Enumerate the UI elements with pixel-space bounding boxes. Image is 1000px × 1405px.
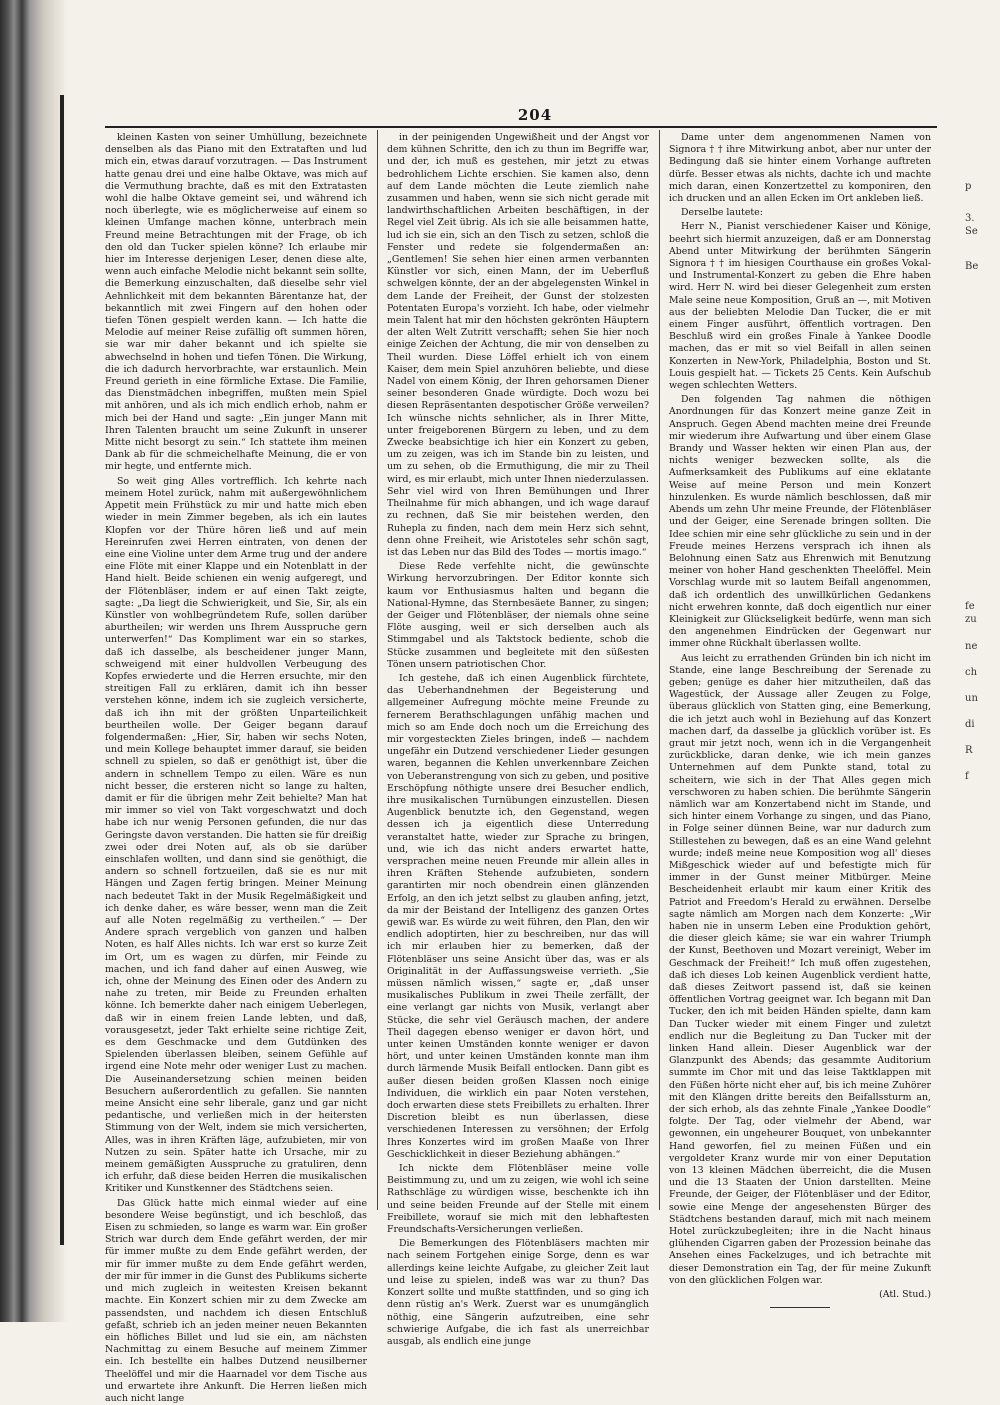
adjacent-page-edge <box>965 170 1000 1170</box>
fragment: R <box>965 745 973 756</box>
fragment: un <box>965 693 978 704</box>
column-divider <box>659 130 660 1210</box>
paragraph: Das Glück hatte mich einmal wieder auf eine besondere Weise begünstigt, und ich beschloß, das Eisen zu schmieden, so lange es warm war. Ein großer Strich war durch dem Ende gefährt werden, der mir für immer mußte zu dem Ende gefährt werden, der mir für immer mußte zu dem Ende gefährt werden, der mir für immer in die Gunst des Publikums sicherte und mich zugleich in weitesten Kreisen bekannt machte. Ein Konzert schien mir zu dem Zwecke am passendsten, und nachdem ich diesen Entschluß gefaßt, schrieb ich an jeden meiner neuen Bekannten ein höfliches Billet und lud sie ein, am nächsten Nachmittag zu einem Besuche auf meinem Zimmer ein. Ich bestellte ein halbes Dutzend neusilberner Theelöffel und mir die Haarnadel vor dem Tische aus und erwartete ihre Ankunft. Die Herren ließen mich auch nicht lange <box>105 1197 367 1404</box>
paragraph: Aus leicht zu errathenden Gründen bin ich nicht im Stande, eine lange Beschreibung der Serenade zu geben; genüge es daher hier mitzutheilen, daß das Wagestück, der Aussage aller Zeugen zu Folge, überaus glücklich von Statten ging, eine Bemerkung, die ich jetzt auch wohl in Beziehung auf das Konzert machen darf, da dasselbe ja glücklich vorüber ist. Es graut mir jetzt noch, wenn ich in die Vergangenheit zurückblicke, daran denke, wie ich mein ganzes Unternehmen auf dem Punkte stand, total zu scheitern, wie sich in der That Alles gegen mich verschworen zu haben schien. Die berühmte Sängerin nämlich war am Konzertabend nicht im Stande, und sich hinter einem Vorhange zu singen, und das Piano, in Folge seiner dünnen Beine, war nur dadurch zum Stillestehen zu bewegen, daß es an eine Wand gelehnt wurde; indeß meine neue Komposition wog all' dieses Mißgeschick wieder auf und befestigte mich für immer in der Gunst meiner Mitbürger. Meine Bescheidenheit erlaubt mir kaum einer Kritik des Patriot and Freedom's Herald zu erwähnen. Derselbe sagte nämlich am Morgen nach dem Konzerte: „Wir haben nie in unserm Leben eine Produktion gehört, die dieser gleich käme; sie war ein wahrer Triumph der Kunst, Beethoven und Mozart vereinigt, Weber im Geschmack der Freiheit!“ Ich muß offen zugestehen, daß ich dieses Lob keinen Augenblick verdient hatte, daß dieses Zeitwort passend ist, daß sie keinen öffentlichen Vortrag geeignet war. Ich begann mit Dan Tucker, den ich mit beiden Händen spielte, dann kam Dan Tucker wieder mit einem Finger und zuletzt endlich nur die Begleitung zu Dan Tucker mit der linken Hand allein. Dieser Augenblick war der Glanzpunkt des Abends; das gesammte Auditorium summte im Chor mit und das leise Taktklappen mit den Füßen hörte nicht eher auf, bis ich meine Zuhörer mit den Klängen dritte bereits den Beifallssturm an, der sich erhob, als das zehnte Finale „Yankee Doodle“ folgte. Der Tag, oder vielmehr der Abend, war gewonnen, ein ungeheurer Bouquet, von unbekannter Hand geworfen, fiel zu meinen Füßen und ein vergoldeter Kranz wurde mir von einer Deputation von 13 kleinen Mädchen überreicht, die die Musen und die 13 Staaten der Union darstellten. Meine Freunde, der Geiger, der Flötenbläser und der Editor, sowie eine Menge der angesehensten Bürger des Städtchens bestanden darauf, mich mit nach meinem Hotel zurückzubegleiten; ihre in die Nacht hinaus glühenden Cigarren gaben der Prozession beinahe das Ansehen eines Fackelzuges, und ich betrachte mit dieser Demonstration ein Tag, der für meine Zukunft von den glücklichen Folgen war. <box>669 652 931 1286</box>
source-credit: (Atl. Stud.) <box>879 1289 931 1301</box>
end-rule <box>770 1307 830 1308</box>
paragraph: Dame unter dem angenommenen Namen von Signora † † ihre Mitwirkung anbot, aber nur unter der Bedingung daß sie hinter einem Vorhange auftreten dürfe. Besser etwas als nichts, dachte ich und machte mich daran, einen Konzertzettel zu komponiren, den ich drucken und an allen Ecken im Ort ankleben ließ. <box>669 132 931 205</box>
paragraph: Die Bemerkungen des Flötenbläsers machten mir nach seinem Fortgehen einige Sorge, denn es war allerdings keine leichte Aufgabe, zu gleicher Zeit laut und leise zu spielen, indeß was war zu thun? Das Konzert sollte und mußte stattfinden, und so ging ich denn rüstig an's Werk. Zuerst war es unumgänglich nöthig, eine Sängerin aufzutreiben, eine sehr schwierige Aufgabe, die ich fast als unerreichbar ausgab, als endlich eine junge <box>387 1238 649 1347</box>
page-number: 204 <box>517 106 553 124</box>
fragment: Be <box>965 261 979 272</box>
fragment: p <box>965 181 972 192</box>
paragraph: Ich gestehe, daß ich einen Augenblick fürchtete, das Ueberhandnehmen der Begeisterung und allgemeiner Aufregung möchte meine Freunde zu fernerem Berathschlagungen unfähig machen und mich so am Ende doch noch um die Erreichung des mir vorgesteckten Zieles bringen, indeß — nachdem ungefähr ein Dutzend verschiedener Lieder gesungen waren, begannen die Kehlen unverkennbare Zeichen von Ueberanstrengung von sich zu geben, und positive Erschöpfung nöthigte unsere drei Besucher endlich, ihre musikalischen Turnübungen einzustellen. Diesen Augenblick benutzte ich, den Gegenstand, wegen dessen ich ja eigentlich diese Unterredung veranstaltet hatte, wieder zur Sprache zu bringen, und, wie ich das nicht anders erwartet hatte, versprachen meine neuen Freunde mir allein alles in ihren Kräften Stehende aufzubieten, sondern garantirten mir noch obendrein einen glänzenden Erfolg, an den ich jetzt selbst zu glauben anfing, jetzt, da mir der Beistand der Intelligenz des ganzen Ortes gewiß war. Es würde zu weit führen, den Plan, den wir endlich adoptirten, hier zu beschreiben, nur das will ich mir erlauben hier zu bemerken, daß der Flötenbläser uns seine Ansicht über das, was er als Originalität in der Auffassungsweise verrieth. „Sie müssen nämlich wissen,“ sagte er, „daß unser musikalisches Publikum in zwei Theile zerfällt, der eine verlangt gar nichts von Musik, verlangt aber Stücke, die sehr viel Geräusch machen, der andere Theil dagegen ebenso weniger er davon hört, und unter keinen Umständen konnte weniger er davon hört, und unter keinen Umständen konnte man ihm durch lärmende Musik Beifall entlocken. Dann gibt es außer diesen beiden großen Klassen noch einige Individuen, die wirklich ein paar Noten verstehen, doch erwarten diese stets Freibillets zu erhalten. Ihrer Discretion bleibt es nun überlassen, diese verschiedenen Interessen zu versöhnen; der Erfolg Ihres Konzertes wird im großen Maaße von Ihrer Geschicklichkeit in dieser Beziehung abhängen.“ <box>387 672 649 1160</box>
paragraph: Ich nickte dem Flötenbläser meine volle Beistimmung zu, und um zu zeigen, wie wohl ich seine Rathschläge zu würdigen wisse, beschenkte ich ihn und seine beiden Freunde auf der Stelle mit einem Freibillete, worauf sie mich mit den lebhaftesten Freundschafts-Versicherungen verließen. <box>387 1163 649 1236</box>
column-left <box>105 132 367 1404</box>
fragment: f <box>965 771 969 782</box>
paragraph: So weit ging Alles vortrefflich. Ich kehrte nach meinem Hotel zurück, nahm mit außergewöhnlichem Appetit mein Frühstück zu mir und hatte mich eben wieder in mein Zimmer begeben, als ich ein lautes Klopfen vor der Thüre hören ließ und auf mein Hereinrufen zwei Herren eintraten, von denen der eine eine Violine unter dem Arme trug und der andere eine Flöte mit einer Klappe und ein Notenblatt in der Hand hielt. Beide schienen ein wenig aufgeregt, und der Flötenbläser, indem er auf einen Takt zeigte, sagte: „Da liegt die Schwierigkeit, und Sie, Sir, als ein Künstler von wohlbegründetem Rufe, sollen darüber aburtheilen; wir werden uns Ihrem Ausspruche gern unterwerfen!“ Das Kompliment war ein so starkes, daß ich dasselbe, als bescheidener junger Mann, schweigend mit einer huldvollen Verbeugung des Kopfes erwiederte und die Herren ersuchte, mir den streitigen Fall zu erklären, damit ich ihn besser verstehen könne, indem ich sie zugleich versicherte, daß ich ihn mit der größten Unparteilichkeit beurtheilen wolle. Der Geiger begann darauf folgendermaßen: „Hier, Sir, haben wir sechs Noten, und mein Kollege behauptet immer darauf, sie beiden schnell zu spielen, so daß er genöthigt ist, über die andern in schnellem Tempo zu eilen. Wäre es nun nicht besser, die ersteren nicht so lange zu halten, damit er für die übrigen mehr Zeit behielte? Man hat mir immer so viel von Takt vorgeschwatzt und doch habe ich nur wenig Personen gefunden, die nur das Geringste davon verstanden. Die hatten sie für dreißig zwei oder drei Noten auf, als ob sie darüber einschlafen wollten, und dann sind sie genöthigt, die andern so schnell fortzueilen, daß sie es nur mit Hängen und Zagen fertig bringen. Meiner Meinung nach bedeutet Takt in der Musik Regelmäßigkeit und ich denke daher, es wäre besser, wenn man die Zeit auf alle Noten regelmäßig zu vertheilen.“ — Der Andere sprach vergeblich von ganzen und halben Noten, es half Alles nichts. Ich war erst so kurze Zeit im Ort, um es wagen zu dürfen, mir Feinde zu machen, und ich fand daher auf einen Ausweg, wie ich, ohne der Meinung des Einen oder des Andern zu nahe zu treten, mir Beide zu Freunden erhalten könne. Ich bemerkte daher nach einigem Ueberlegen, daß wir in einem freien Lande lebten, und daß, vorausgesetzt, jeder Takt erhielte seine richtige Zeit, es dem Geschmacke und dem Gutdünken des Spielenden überlassen bleiben, seinem Gefühle auf irgend eine Note mehr oder weniger Lust zu machen. Die Auseinandersetzung schien meinen beiden Besuchern außerordentlich zu gefallen. Sie nannten meine Ansicht eine sehr liberale, ganz und gar nicht pedantische, und verließen mich in der heitersten Stimmung von der Welt, indem sie mich versicherten, Alles, was in ihren Kräften läge, aufzubieten, mir von Nutzen zu sein. Später hatte ich Ursache, mir zu meinem gemäßigten Ausspruche zu gratuliren, denn ich erfuhr, daß diese beiden Herren die musikalischen Kritiker und Kunstkenner des Städtchens seien. <box>105 475 367 1195</box>
paragraph: Den folgenden Tag nahmen die nöthigen Anordnungen für das Konzert meine ganze Zeit in Anspruch. Gegen Abend machten meine drei Freunde mir wiederum ihre Aufwartung und über einem Glase Brandy und Wasser hekten wir einen Plan aus, der nichts weniger bezwecken sollte, als die Aufmerksamkeit des Publikums auf eine eklatante Weise auf meine Person und mein Konzert hinzulenken. Es wurde nämlich beschlossen, daß mir Abends um zehn Uhr meine Freunde, der Flötenbläser und der Geiger, eine Serenade bringen sollten. Die Idee schien mir eine sehr glückliche zu sein und in der Freude meines Herzens versprach ich ihnen als Belohnung einen Satz aus Ehrenwich mit Benutzung meiner von hoher Hand geschenkten Theelöffel. Mein Vorschlag wurde mit so lautem Beifall angenommen, daß ich ordentlich des unwillkürlichen Gedankens nicht erwehren konnte, daß doch eigentlich nur einer Kleinigkeit zur Glückseligkeit bedürfe, wenn man sich den angenehmen Eindrücken der Gegenwart nur immer ohne Rückhalt überlassen wollte. <box>669 394 931 650</box>
fragment: 3. <box>965 213 975 224</box>
column-divider <box>377 130 378 1210</box>
paragraph: kleinen Kasten von seiner Umhüllung, bezeichnete denselben als das Piano mit den Extrataften und lud mich ein, etwas darauf vorzutragen. — Das Instrument hatte genau drei und eine halbe Oktave, was mich auf die Vermuthung brachte, daß es mit den Extratasten wohl die halbe Oktave gemeint sei, und während ich noch überlegte, wie es möglicherweise auf einem so kleinen Umfange machen könne, unterbrach mein Freund meine Betrachtungen mit der Frage, ob ich den old dan Tucker spielen könne? Ich erlaube mir hier im Interesse derjenigen Leser, denen diese alte, wenn auch einfache Melodie nicht bekannt sein sollte, die Bemerkung einzuschalten, daß dieselbe sehr viel Aehnlichkeit mit dem bekannten Bärentanze hat, der bekanntlich mit zwei Fingern auf den hohen oder tiefen Tönen gespielt werden kann. — Ich hatte die Melodie auf meiner Reise zufällig oft summen hören, sie war mir daher bekannt und ich spielte sie abwechselnd in hohen und tiefen Tönen. Die Wirkung, die ich dadurch hervorbrachte, war erstaunlich. Mein Freund gerieth in eine förmliche Extase. Die Familie, das Dienstmädchen inbegriffen, mußten mein Spiel mit anhören, und als ich mich endlich erhob, nahm er mich bei der Hand und sagte: „Ein junger Mann mit Ihren Talenten braucht um seine Zukunft in unserer Mitte nicht besorgt zu sein.“ Ich stattete ihm meinen Dank ab für die schmeichelhafte Meinung, die er von mir hegte, und entfernte mich. <box>105 132 367 473</box>
fragment: zu <box>965 614 977 625</box>
paragraph: in der peinigenden Ungewißheit und der Angst vor dem kühnen Schritte, den ich zu thun im Begriffe war, und der, ich muß es gestehen, mir jetzt zu etwas bedrohlichem Lichte erschien. Sie kamen also, denn auf dem Lande möchten die Leute ziemlich nahe zusammen und haben, wenn sie sich nicht gerade mit landwirthschaftlichen Arbeiten beschäftigen, in der Regel viel Zeit übrig. Als ich sie alle beisammen hatte, lud ich sie ein, sich an den Tisch zu setzen, schloß die Fenster und redete sie folgendermaßen an: „Gentlemen! Sie sehen hier einen armen verbannten Künstler vor sich, einen Mann, der im Ueberfluß schwelgen könnte, der an der abgelegensten Winkel in dem Lande der Freiheit, der Gunst der stolzesten Potentaten Europa's vorzieht. Ich habe, oder vielmehr mein Talent hat mir den höchsten gekrönten Häuptern der alten Welt Zutritt verschafft; sehen Sie hier noch einige Zeichen der Achtung, die mir von denselben zu Theil wurden. Diese Löffel erhielt ich von einem Kaiser, dem mein Spiel anzuhören beliebte, und diese Nadel von einem König, der Ihren gehorsamen Diener seiner besonderen Gnade würdigte. Doch wozu bei diesen Repräsentanten despotischer Größe verweilen? Ich wünsche nichts sehnlicher, als in Ihrer Mitte, unter freigeborenen Bürgern zu leben, und zu dem Zwecke beabsichtige ich hier ein Konzert zu geben, um zu zeigen, was ich im Stande bin zu leisten, und um zu sehen, ob die Ermuthigung, die mir zu Theil wird, es mir erlaubt, mich unter Ihnen niederzulassen. Sehr viel wird von Ihren Bemühungen und Ihrer Theilnahme für mich abhangen, und ich wage darauf zu rechnen, daß Sie mir beistehen werden, den Ruhepla zu finden, nach dem mein Herz sich sehnt, denn ohne Freiheit, wie Aristoteles sehr schön sagt, ist das Leben nur das Bild des Todes — mortis imago.“ <box>387 132 649 558</box>
concert-notice: Herr N., Pianist verschiedener Kaiser und Könige, beehrt sich hiermit anzuzeigen, daß er am Donnerstag Abend unter Mitwirkung der berühmten Sängerin Signora † † im hiesigen Courthause ein großes Vokal- und Instrumental-Konzert zu geben die Ehre haben wird. Herr N. wird bei dieser Gelegenheit zum ersten Male seine neue Komposition, Gruß an —, mit Motiven aus der beliebten Melodie Dan Tucker, die er mit einem Finger ausführt, öffentlich vortragen. Den Beschluß wird ein großes Finale à Yankee Doodle machen, das er mit so viel Beifall in allen seinen Konzerten in New-York, Philadelphia, Boston und St. Louis gespielt hat. — Tickets 25 Cents. Kein Aufschub wegen schlechten Wetters. <box>669 221 931 392</box>
column-right <box>669 132 931 1301</box>
newspaper-page <box>105 100 945 1404</box>
fragment: ne <box>965 641 978 652</box>
fragment: fe <box>965 601 975 612</box>
fragment: ch <box>965 667 978 678</box>
page-edge-shadow <box>60 95 64 1245</box>
section-label: Derselbe lautete: <box>681 207 763 219</box>
fragment: Se <box>965 226 978 237</box>
column-middle <box>387 132 649 1347</box>
paragraph: Diese Rede verfehlte nicht, die gewünschte Wirkung hervorzubringen. Der Editor konnte sich kaum vor Enthusiasmus halten und begann die National-Hymne, das Sternbesäete Banner, zu singen; der Geiger und Flötenbläser, der niemals ohne seine Flöte ausging, weil er sich derselben auch als Stimmgabel und als Taktstock bediente, schob die Stücke zusammen und begleitete mit den süßesten Tönen unsern patriotischen Chor. <box>387 561 649 670</box>
header-rule <box>105 126 937 128</box>
fragment: di <box>965 719 975 730</box>
book-binding-gutter <box>0 0 68 1322</box>
